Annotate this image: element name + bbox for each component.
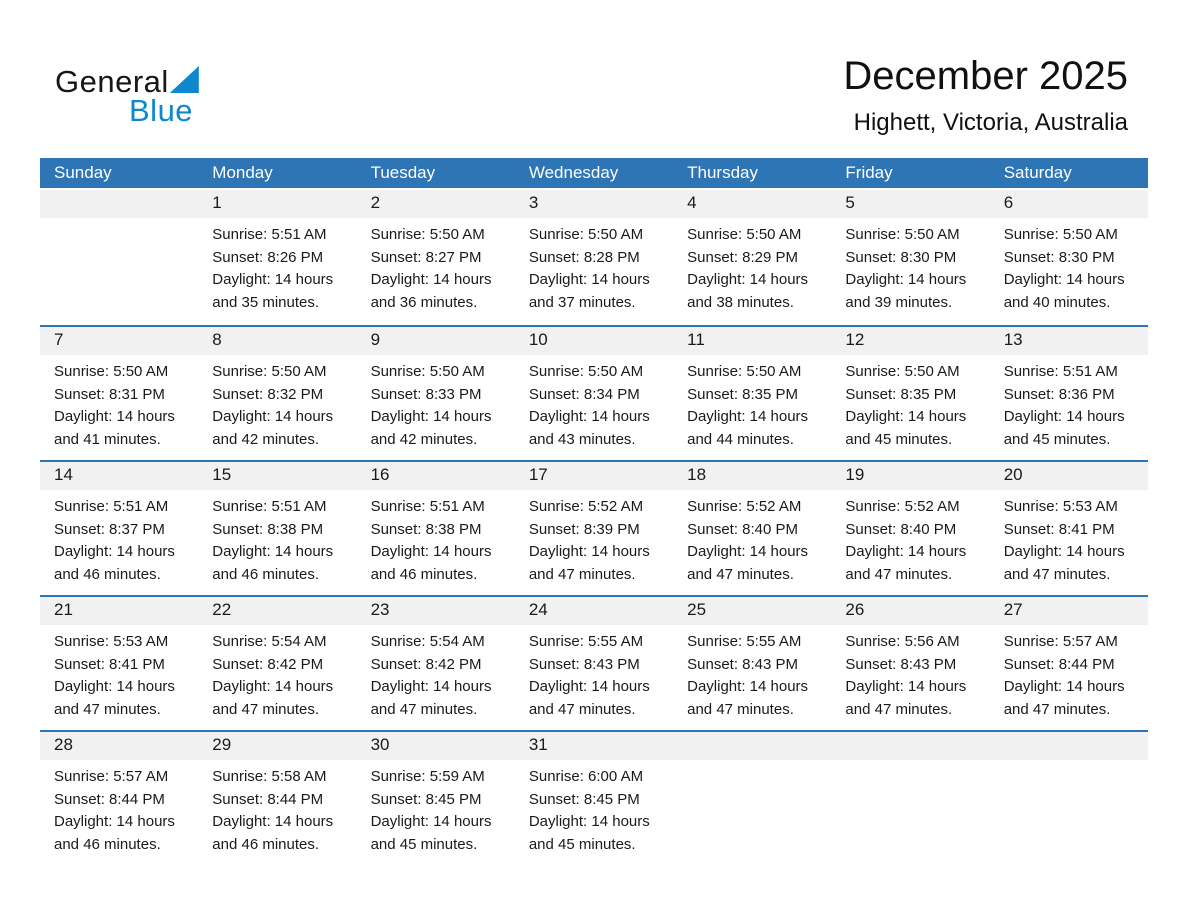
detail-line: and 47 minutes. [1003, 565, 1111, 583]
detail-line: Daylight: 14 hours [212, 543, 334, 560]
detail-line: Sunrise: 5:50 AM [687, 363, 802, 380]
date-number: 13 [990, 327, 1148, 355]
date-number: 23 [357, 597, 515, 625]
detail-line: Sunset: 8:36 PM [1003, 385, 1115, 403]
detail-line: Sunset: 8:40 PM [845, 520, 957, 538]
day-details [990, 490, 1148, 586]
day-cell-5 [831, 190, 989, 325]
detail-line: and 47 minutes. [528, 700, 636, 718]
detail-line: Sunrise: 5:50 AM [687, 226, 802, 243]
detail-line: and 41 minutes. [54, 430, 161, 448]
date-number: 16 [357, 462, 515, 490]
detail-line: Sunset: 8:44 PM [1003, 655, 1115, 673]
detail-line: Sunrise: 5:57 AM [54, 768, 169, 785]
detail-line: Daylight: 14 hours [1003, 408, 1125, 425]
day-details [673, 218, 831, 314]
date-number: 7 [40, 327, 198, 355]
detail-line: and 47 minutes. [687, 700, 794, 718]
day-details [831, 760, 989, 766]
detail-line: Sunset: 8:38 PM [370, 520, 482, 538]
detail-line: Sunrise: 5:51 AM [370, 498, 485, 515]
day-cell-24 [515, 597, 673, 730]
detail-line: Sunset: 8:30 PM [845, 248, 957, 266]
date-number: 12 [831, 327, 989, 355]
detail-line: Daylight: 14 hours [212, 408, 334, 425]
detail-line: Daylight: 14 hours [528, 678, 650, 695]
detail-line: and 45 minutes. [845, 430, 953, 448]
day-details [673, 490, 831, 586]
day-cell-13 [990, 327, 1148, 460]
detail-line: Sunset: 8:45 PM [370, 790, 482, 808]
detail-line: Daylight: 14 hours [528, 271, 650, 288]
date-number: 10 [515, 327, 673, 355]
detail-line: Sunset: 8:38 PM [212, 520, 324, 538]
detail-line: and 36 minutes. [370, 293, 478, 311]
day-cell-7 [40, 327, 198, 460]
date-number [990, 732, 1148, 760]
day-details [198, 218, 356, 314]
detail-line: Daylight: 14 hours [845, 543, 967, 560]
day-details [198, 760, 356, 856]
detail-line: Sunset: 8:41 PM [1003, 520, 1115, 538]
date-number: 6 [990, 190, 1148, 218]
detail-line: Sunrise: 5:50 AM [845, 363, 960, 380]
day-details [831, 625, 989, 721]
day-cell-10 [515, 327, 673, 460]
day-cell-23 [357, 597, 515, 730]
day-cell-21 [40, 597, 198, 730]
date-number: 15 [198, 462, 356, 490]
detail-line: Daylight: 14 hours [528, 543, 650, 560]
day-details [831, 355, 989, 451]
detail-line: Daylight: 14 hours [370, 813, 492, 830]
calendar-table [40, 158, 1148, 865]
detail-line: and 46 minutes. [54, 835, 161, 853]
date-number [40, 190, 198, 218]
date-number: 14 [40, 462, 198, 490]
date-number: 25 [673, 597, 831, 625]
detail-line: Daylight: 14 hours [370, 271, 492, 288]
detail-line: Sunrise: 5:52 AM [687, 498, 802, 515]
detail-line: and 42 minutes. [370, 430, 478, 448]
detail-line: and 38 minutes. [687, 293, 794, 311]
date-number: 31 [515, 732, 673, 760]
detail-line: Sunrise: 5:58 AM [212, 768, 327, 785]
day-cell-22 [198, 597, 356, 730]
detail-line: Sunset: 8:32 PM [212, 385, 324, 403]
day-cell-15 [198, 462, 356, 595]
detail-line: and 47 minutes. [845, 700, 953, 718]
detail-line: Sunset: 8:42 PM [212, 655, 324, 673]
day-details [515, 760, 673, 856]
detail-line: Sunset: 8:28 PM [528, 248, 640, 266]
day-cell-9 [357, 327, 515, 460]
day-details [357, 355, 515, 451]
detail-line: and 46 minutes. [370, 565, 478, 583]
detail-line: Sunrise: 5:52 AM [528, 498, 644, 515]
day-cell-6 [990, 190, 1148, 325]
day-details [40, 760, 198, 856]
day-details [357, 625, 515, 721]
date-number [673, 732, 831, 760]
day-details [673, 355, 831, 451]
day-details [990, 355, 1148, 451]
day-details [198, 490, 356, 586]
day-details [515, 625, 673, 721]
day-cell-12 [831, 327, 989, 460]
week-row-5 [40, 730, 1148, 865]
date-number: 30 [357, 732, 515, 760]
detail-line: Daylight: 14 hours [54, 408, 175, 425]
detail-line: Daylight: 14 hours [212, 271, 334, 288]
detail-line: and 35 minutes. [212, 293, 320, 311]
date-number: 2 [357, 190, 515, 218]
week-row-1 [40, 188, 1148, 325]
date-number: 8 [198, 327, 356, 355]
detail-line: Sunset: 8:34 PM [528, 385, 640, 403]
detail-line: Sunrise: 5:51 AM [212, 498, 327, 515]
detail-line: Sunrise: 5:53 AM [54, 633, 169, 650]
detail-line: Daylight: 14 hours [528, 813, 650, 830]
detail-line: and 39 minutes. [845, 293, 953, 311]
detail-line: Sunset: 8:27 PM [370, 248, 482, 266]
day-cell-29 [198, 732, 356, 865]
detail-line: Daylight: 14 hours [687, 543, 809, 560]
detail-line: Sunset: 8:40 PM [687, 520, 799, 538]
detail-line: Daylight: 14 hours [1003, 678, 1125, 695]
logo-text-general: General [55, 64, 169, 99]
detail-line: Daylight: 14 hours [528, 408, 650, 425]
date-number: 22 [198, 597, 356, 625]
detail-line: Daylight: 14 hours [54, 543, 175, 560]
day-details [673, 760, 831, 766]
day-details [515, 218, 673, 314]
calendar-weeks [40, 188, 1148, 865]
detail-line: Daylight: 14 hours [370, 543, 492, 560]
day-cell-empty [673, 732, 831, 865]
detail-line: Sunrise: 5:50 AM [54, 363, 169, 380]
day-details [673, 625, 831, 721]
detail-line: Sunset: 8:43 PM [845, 655, 957, 673]
day-cell-empty [990, 732, 1148, 865]
date-number: 5 [831, 190, 989, 218]
day-cell-16 [357, 462, 515, 595]
detail-line: Sunrise: 5:50 AM [528, 363, 644, 380]
page-subtitle: Highett, Victoria, Australia [853, 109, 1128, 136]
weekday-header-tuesday: Tuesday [370, 163, 436, 182]
detail-line: Sunrise: 5:54 AM [370, 633, 485, 650]
day-details [198, 355, 356, 451]
detail-line: and 47 minutes. [212, 700, 320, 718]
date-number: 17 [515, 462, 673, 490]
detail-line: Sunset: 8:42 PM [370, 655, 482, 673]
detail-line: Sunrise: 5:50 AM [1003, 226, 1118, 243]
detail-line: Daylight: 14 hours [212, 813, 334, 830]
detail-line: Sunrise: 5:51 AM [54, 498, 169, 515]
date-number [831, 732, 989, 760]
day-cell-25 [673, 597, 831, 730]
day-cell-17 [515, 462, 673, 595]
detail-line: Daylight: 14 hours [687, 271, 809, 288]
detail-line: Sunset: 8:33 PM [370, 385, 482, 403]
day-details [515, 355, 673, 451]
detail-line: Sunrise: 5:50 AM [845, 226, 960, 243]
weekday-header-wednesday: Wednesday [528, 163, 619, 182]
week-row-4 [40, 595, 1148, 730]
day-cell-19 [831, 462, 989, 595]
detail-line: Sunset: 8:45 PM [528, 790, 640, 808]
detail-line: Daylight: 14 hours [1003, 543, 1125, 560]
detail-line: and 43 minutes. [528, 430, 636, 448]
day-cell-26 [831, 597, 989, 730]
day-cell-27 [990, 597, 1148, 730]
detail-line: Daylight: 14 hours [687, 678, 809, 695]
detail-line: and 47 minutes. [54, 700, 161, 718]
weekday-header-row [40, 158, 1148, 188]
weekday-header-friday: Friday [845, 163, 893, 182]
detail-line: Sunrise: 5:51 AM [212, 226, 327, 243]
detail-line: Sunrise: 5:51 AM [1003, 363, 1118, 380]
detail-line: Daylight: 14 hours [845, 678, 967, 695]
detail-line: and 46 minutes. [54, 565, 161, 583]
day-cell-11 [673, 327, 831, 460]
detail-line: Daylight: 14 hours [54, 813, 175, 830]
detail-line: and 37 minutes. [528, 293, 636, 311]
detail-line: and 45 minutes. [528, 835, 636, 853]
day-cell-30 [357, 732, 515, 865]
title-block [843, 52, 1128, 138]
detail-line: Sunrise: 5:57 AM [1003, 633, 1118, 650]
week-row-2 [40, 325, 1148, 460]
date-number: 4 [673, 190, 831, 218]
date-number: 9 [357, 327, 515, 355]
detail-line: Sunrise: 5:59 AM [370, 768, 485, 785]
week-row-3 [40, 460, 1148, 595]
detail-line: and 40 minutes. [1003, 293, 1111, 311]
date-number: 21 [40, 597, 198, 625]
detail-line: Sunrise: 6:00 AM [528, 768, 644, 785]
weekday-header-thursday: Thursday [687, 163, 758, 182]
day-details [990, 760, 1148, 766]
detail-line: Daylight: 14 hours [370, 678, 492, 695]
detail-line: Sunrise: 5:56 AM [845, 633, 960, 650]
day-cell-3 [515, 190, 673, 325]
day-details [40, 218, 198, 224]
detail-line: Sunrise: 5:55 AM [687, 633, 802, 650]
date-number: 27 [990, 597, 1148, 625]
day-cell-1 [198, 190, 356, 325]
detail-line: Sunrise: 5:55 AM [528, 633, 644, 650]
detail-line: Daylight: 14 hours [687, 408, 809, 425]
logo-triangle-icon [170, 66, 199, 93]
day-cell-20 [990, 462, 1148, 595]
detail-line: and 45 minutes. [1003, 430, 1111, 448]
date-number: 1 [198, 190, 356, 218]
day-details [990, 625, 1148, 721]
day-details [198, 625, 356, 721]
logo-text-blue: Blue [129, 93, 194, 128]
day-cell-18 [673, 462, 831, 595]
detail-line: Daylight: 14 hours [1003, 271, 1125, 288]
date-number: 24 [515, 597, 673, 625]
detail-line: Sunrise: 5:52 AM [845, 498, 960, 515]
day-cell-31 [515, 732, 673, 865]
detail-line: and 47 minutes. [687, 565, 794, 583]
day-details [40, 355, 198, 451]
day-details [357, 760, 515, 856]
date-number: 20 [990, 462, 1148, 490]
weekday-header-saturday: Saturday [1003, 163, 1072, 182]
detail-line: Sunrise: 5:54 AM [212, 633, 327, 650]
date-number: 19 [831, 462, 989, 490]
day-details [40, 625, 198, 721]
general-blue-logo [55, 64, 275, 134]
detail-line: Sunset: 8:35 PM [845, 385, 957, 403]
detail-line: Sunset: 8:35 PM [687, 385, 799, 403]
day-details [990, 218, 1148, 314]
detail-line: Daylight: 14 hours [212, 678, 334, 695]
weekday-header-monday: Monday [212, 163, 273, 182]
detail-line: Daylight: 14 hours [845, 408, 967, 425]
day-details [357, 490, 515, 586]
date-number: 11 [673, 327, 831, 355]
day-cell-8 [198, 327, 356, 460]
detail-line: Sunset: 8:43 PM [687, 655, 799, 673]
detail-line: Sunset: 8:43 PM [528, 655, 640, 673]
detail-line: Daylight: 14 hours [54, 678, 175, 695]
date-number: 28 [40, 732, 198, 760]
detail-line: and 44 minutes. [687, 430, 794, 448]
detail-line: and 47 minutes. [370, 700, 478, 718]
date-number: 18 [673, 462, 831, 490]
detail-line: and 46 minutes. [212, 835, 320, 853]
detail-line: Sunrise: 5:50 AM [370, 226, 485, 243]
detail-line: Sunrise: 5:53 AM [1003, 498, 1118, 515]
detail-line: and 47 minutes. [845, 565, 953, 583]
day-cell-empty [40, 190, 198, 325]
detail-line: Sunset: 8:31 PM [54, 385, 165, 403]
detail-line: and 42 minutes. [212, 430, 320, 448]
day-details [831, 218, 989, 314]
day-details [831, 490, 989, 586]
day-cell-empty [831, 732, 989, 865]
detail-line: and 47 minutes. [1003, 700, 1111, 718]
day-details [515, 490, 673, 586]
day-cell-2 [357, 190, 515, 325]
detail-line: Sunset: 8:39 PM [528, 520, 640, 538]
day-cell-14 [40, 462, 198, 595]
detail-line: Sunset: 8:44 PM [54, 790, 165, 808]
detail-line: Sunrise: 5:50 AM [528, 226, 644, 243]
detail-line: Sunset: 8:29 PM [687, 248, 799, 266]
detail-line: Sunrise: 5:50 AM [370, 363, 485, 380]
detail-line: Sunset: 8:44 PM [212, 790, 324, 808]
weekday-header-sunday: Sunday [54, 163, 112, 182]
detail-line: Sunset: 8:26 PM [212, 248, 324, 266]
date-number: 3 [515, 190, 673, 218]
day-details [40, 490, 198, 586]
page-title: December 2025 [843, 54, 1128, 98]
date-number: 29 [198, 732, 356, 760]
day-cell-4 [673, 190, 831, 325]
detail-line: and 47 minutes. [528, 565, 636, 583]
day-cell-28 [40, 732, 198, 865]
detail-line: Daylight: 14 hours [845, 271, 967, 288]
day-details [357, 218, 515, 314]
detail-line: and 45 minutes. [370, 835, 478, 853]
date-number: 26 [831, 597, 989, 625]
detail-line: Sunset: 8:41 PM [54, 655, 165, 673]
detail-line: and 46 minutes. [212, 565, 320, 583]
detail-line: Sunset: 8:37 PM [54, 520, 165, 538]
detail-line: Daylight: 14 hours [370, 408, 492, 425]
detail-line: Sunset: 8:30 PM [1003, 248, 1115, 266]
detail-line: Sunrise: 5:50 AM [212, 363, 327, 380]
